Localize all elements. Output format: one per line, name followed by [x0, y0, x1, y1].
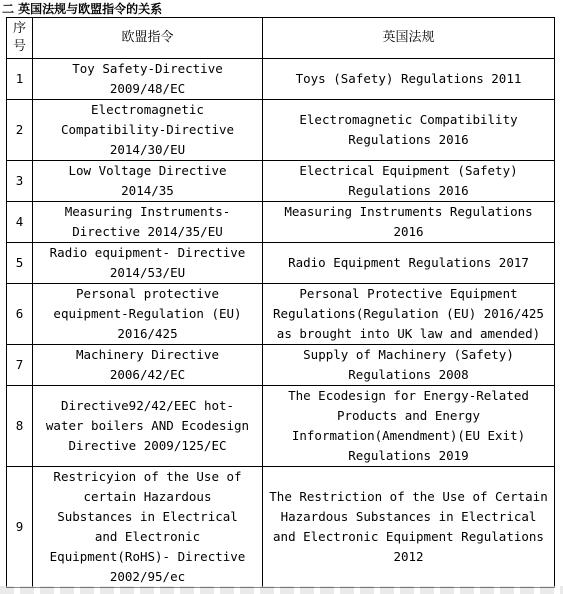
- eu-directive-cell: Electromagnetic Compatibility-Directive 2014/30/EU: [33, 100, 263, 161]
- uk-regulation-cell: Electrical Equipment (Safety) Regulations 2016: [263, 161, 555, 202]
- eu-directive-cell: Measuring Instruments- Directive 2014/35/EU: [33, 202, 263, 243]
- section-heading: 二 英国法规与欧盟指令的关系: [2, 2, 163, 16]
- table-header-row: [7, 18, 555, 59]
- row-number: 5: [7, 243, 33, 284]
- row-number: 6: [7, 284, 33, 345]
- uk-regulation-cell: Measuring Instruments Regulations 2016: [263, 202, 555, 243]
- row-number: 1: [7, 59, 33, 100]
- uk-regulation-cell: The Restriction of the Use of Certain Hazardous Substances in Electrical and Electronic Equipment Regulations 2012: [263, 467, 555, 588]
- uk-regulation-cell: Supply of Machinery (Safety) Regulations 2008: [263, 345, 555, 386]
- row-number: 9: [7, 467, 33, 588]
- eu-directive-cell: Directive92/42/EEC hot- water boilers AND Ecodesign Directive 2009/125/EC: [33, 386, 263, 467]
- header-eu-directive: 欧盟指令: [33, 18, 263, 59]
- eu-directive-cell: Restricyion of the Use of certain Hazardous Substances in Electrical and Electronic Equipment(RoHS)- Directive 2002/95/ec: [33, 467, 263, 588]
- uk-regulation-cell: The Ecodesign for Energy-Related Products and Energy Information(Amendment)(EU Exit) Regulations 2019: [263, 386, 555, 467]
- header-uk-regulation: 英国法规: [263, 18, 555, 59]
- row-number: 8: [7, 386, 33, 467]
- uk-regulation-cell: Toys (Safety) Regulations 2011: [263, 59, 555, 100]
- row-number: 2: [7, 100, 33, 161]
- eu-directive-cell: Radio equipment- Directive 2014/53/EU: [33, 243, 263, 284]
- eu-directive-cell: Toy Safety-Directive 2009/48/EC: [33, 59, 263, 100]
- row-number: 3: [7, 161, 33, 202]
- uk-regulation-cell: Personal Protective Equipment Regulations(Regulation (EU) 2016/425 as brought into UK law and amended): [263, 284, 555, 345]
- table-row: [7, 243, 555, 284]
- cropped-text-remnant: [0, 586, 563, 594]
- table-row: [7, 467, 555, 588]
- header-serial-number: 序号: [7, 18, 33, 59]
- regulation-table: [6, 17, 555, 588]
- table-row: [7, 284, 555, 345]
- row-number: 4: [7, 202, 33, 243]
- row-number: 7: [7, 345, 33, 386]
- table-row: [7, 386, 555, 467]
- table-row: [7, 202, 555, 243]
- uk-regulation-cell: Electromagnetic Compatibility Regulations 2016: [263, 100, 555, 161]
- table-row: [7, 161, 555, 202]
- eu-directive-cell: Low Voltage Directive 2014/35: [33, 161, 263, 202]
- eu-directive-cell: Machinery Directive 2006/42/EC: [33, 345, 263, 386]
- table-row: [7, 345, 555, 386]
- table-row: [7, 100, 555, 161]
- uk-regulation-cell: Radio Equipment Regulations 2017: [263, 243, 555, 284]
- table-row: [7, 59, 555, 100]
- eu-directive-cell: Personal protective equipment-Regulation (EU) 2016/425: [33, 284, 263, 345]
